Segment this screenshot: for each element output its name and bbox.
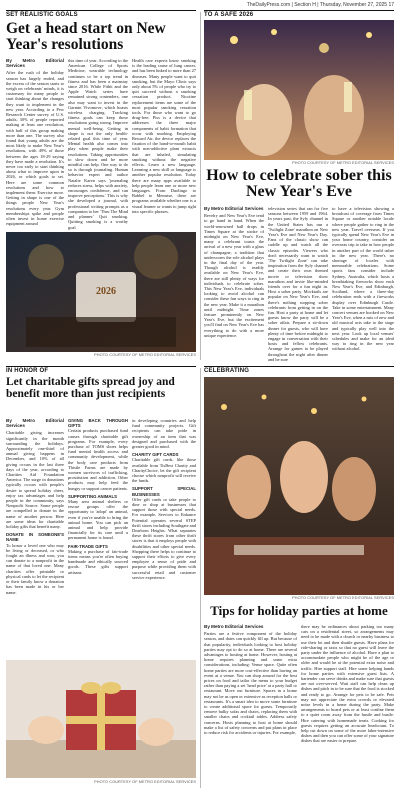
parties-body-1: Parties are a festive component of the holiday season, and dates can quickly fill up. But because of that popularity, individuals looking to host holiday parties may opt to do so at home. There are several advantages to hosting at home. However, hosting at home requires planning and some extra considerations, including: Venue space. Quite often home parties are more cost-effective than having an event at a venue. You can shop around for the best prices on food and tailor the menu to your budget rather than paying a set 'head price' at a party hall or restaurant. Move out furniture. Spaces in a home may not be as open or extensive as reception halls or restaurants. It's a smart idea to move some furniture to create additional space for guests. Temporarily remove bulky sofas and chairs, replacing them with smaller chairs and cocktail tables. Address safety concerns. Hosts planning to host at home should make a list of safety concerns and put plans in place to reduce risk for accidents or injuries. For example, bbox=[204, 631, 297, 736]
celebrate-headline: How to celebrate sober this New Year's Eve bbox=[206, 167, 392, 201]
celebrate-column-2: television series that ran for five seasons between 1959 and 1964. In years past, the Syfy channel in the United States has run a 'Twilight Zone' marathon on New Year's Eve and New Year's Day. Fans of the classic show can cuddle up and watch all the classic episodes. Viewers who don't necessarily want to watch 'The Twilight Zone' can take inspiration from the Syfy channel and create their own themed movie or television show marathon and invite like-minded friends over for a fun night in. Host a sober party. Mocktails are popular on New Year's Eve, and there's nothing stopping sober celebrants from getting in on the fun. Host a party at home and let guests know the party will be a sober affair. Prepare a sit-down dinner for guests, who will have plenty of time before midnight to engage in conversation with their hosts and fellow celebrants. Arrange for games to be played throughout the night after dinner and be sure bbox=[268, 206, 328, 362]
column-divider bbox=[200, 368, 201, 788]
parties-column-1 bbox=[204, 624, 297, 787]
resolutions-headline: Get a head start on New Year's resolutions bbox=[6, 20, 166, 53]
charity-body-1b: To honor a loved one who may be living or deceased, or who fought an illness and won, you can donate to a nonprofit in the name of that loved one. Many charities offer printable or physical cards to let the recipient or their family know a donation has been made in his or her name. bbox=[6, 542, 64, 595]
charity-body-3b: Charitable gift cards, like those available from TisBest Charity and CharityChoice, let the gift recipient choose which nonprofit will receive the funds. bbox=[132, 457, 196, 484]
charity-body-3c: Offer gift cards or take people to dine or shop at businesses that support those with special needs. For example, Services to Enhance Potential operates several STEP thrift stores including Southgate and Dearborn Heights. What separates these thrift stores from other thrift stores is that it employs people with disabilities and other special needs. Shopping there helps to continue to support their efforts to give every employee a sense of pride and purpose while providing them with successful retail and customer service experience. bbox=[132, 496, 196, 580]
new-year-photo bbox=[6, 232, 196, 352]
party-photo bbox=[204, 377, 394, 595]
charity-body-2: Certain products purchased fund causes through charitable gift programs. For example, every purchase of TOMS shoes helps fund mental health access and community development, while the body care products from Thistle Farms are made by women survivors of trafficking, prostitution and addiction. Other products may help feed the hungry or support cancer patients. bbox=[68, 428, 128, 491]
celebrate-byline: By Metro Editorial Services bbox=[204, 206, 264, 211]
charity-body-1: Charitable giving increases significantly in the month surrounding the holidays. Approximately one-third of annual giving happens in December, and 10% of all giving occurs in the last three days of the year, according to Charities Aid Foundation America. The surge in donations typically occurs with people's desire to spread holiday cheer, enjoy tax advantages and help people in the community, says Nonprofit Source. Some people are compelled to donate in the name of another person. Here are some ideas for charitable holiday gifts that benefit many. bbox=[6, 430, 64, 530]
charity-column-2 bbox=[68, 418, 128, 658]
celebration-photo bbox=[204, 20, 394, 160]
charity-body-3: in developing countries and help fund community projects. Gift recipients can take pride in ownership of an item that was designed and purchased with the greater good in mind. bbox=[132, 418, 196, 450]
charity-photo-credit: PHOTO COURTESY OF METRO EDITORIAL SERVICES bbox=[94, 780, 196, 784]
resolutions-kicker: SET REALISTIC GOALS bbox=[6, 12, 78, 18]
celebrate-column-3: to have a television showing a broadcast of coverage from Times Square or another notable locale where people gather to ring in the new year. Travel overseas. If you typically spend New Year's Eve in your home country, consider an overseas trip to take in how people in another part of the world usher in the new year. There's no shortage of locales with memorable celebrations. Some sports fans consider include Sydney, Australia, which hosts a breathtaking fireworks show each New Year's Eve, and Edinburgh, Scotland, where a three-day celebration ends with a fireworks display over Edinburgh Castle. Take in some entertainment. Many concert venues are booked on New Year's Eve, when a mix of new and old musical acts take to the stage and typically play well into the next year. Look up local venues' schedules and make for an ideal way to ring in the new year without alcohol. bbox=[332, 206, 394, 352]
gift-photo bbox=[6, 660, 196, 778]
parties-headline: Tips for holiday parties at home bbox=[210, 603, 388, 618]
charity-subhead-gifts: GIVING BACK THROUGH GIFTS bbox=[68, 418, 128, 429]
svg-text:2026: 2026 bbox=[96, 286, 116, 297]
charity-subhead-business: SUPPORT SPECIAL BUSINESSES bbox=[132, 486, 196, 497]
charity-subhead-animals: SUPPORTING ANIMALS bbox=[68, 493, 118, 499]
resolutions-photo-credit: PHOTO COURTESY OF METRO EDITORIAL SERVICES bbox=[94, 353, 196, 357]
charity-subhead-giftcards: CHARITY GIFT CARDS bbox=[132, 452, 179, 458]
resolutions-byline: By Metro Editorial Services bbox=[6, 58, 64, 69]
resolutions-column-2: this time of year. According to the American College of Sports Medicine, wearable technology continues to be a top trend in fitness and has been a mainstay since 2016. While Fitbit and the Apple Watch series have remained strong contenders, one also may want to invest in the Garmin Vivomove, which boasts wireless charging. Tracking fitness goals can keep those resolutions going strong. Improve mental well-being. Getting in shape is not the only health-related goal this time of year. Mental health also comes into play when people make their resolutions. Taking opportunities to slow down and be more mindful can help. One way to do so is through journaling. Human behavior expert and author Natalie Karen says 'journaling reduces stress, helps with anxiety, encourages confidence, and can improve perceptions.' This is why she developed a journal, with professional writing prompts as a companion to her 'Thru The Mind and planner.' Quit smoking. Quitting smoking is a worthy goal. bbox=[68, 58, 128, 230]
charity-column-1 bbox=[6, 418, 64, 658]
charity-column-3 bbox=[132, 418, 196, 658]
celebrate-column-1 bbox=[204, 206, 264, 358]
charity-kicker: IN HONOR OF bbox=[6, 368, 49, 374]
resolutions-column-1 bbox=[6, 58, 64, 230]
page-folio: TheDailyPress.com | Section H | Thursday, November 27, 2025 17 bbox=[246, 2, 394, 8]
charity-subhead-fairtrade: FAIR-TRADE GIFTS bbox=[68, 543, 108, 549]
charity-body-2b: Many area animal shelters or rescue groups offer the opportunity to 'adopt' an animal, even if you're unable to bring the animal home. You can pick an animal and help provide financially for its care until a permanent home is found. bbox=[68, 499, 128, 541]
column-divider bbox=[200, 12, 201, 360]
parties-column-2: there may be ordinances about parking too many cars on a residential street, so arrangements may need to be made with a church or nearby business to use their lot and then shuttle guests. Have plans for ride-sharing or taxis so that no guest will leave the party under the influence of alcohol. Have a plan to accommodate people who might be of the age or older and would be at the potential extra noise and traffic. Hire support staff. Hire some helping hands for home parties with extensive guest lists. A bartender can serve drinks and make sure that guests are not over-served. Wait staff can help clean up dishes and pitch in to be sure that the food is stocked and ready to go. Arrange for pets to be safe. Pets may not appreciate the extra crowds or elevated noise levels in a home during the party. Make arrangements to board pets or at least confine them to a quiet room away from the hustle and bustle. Hire catering with homemade treats. Cooking for guests requires getting an accurate headcount. To help cut down on some of the more labor-intensive dishes and then you can offer some of your signature dishes that are easier to prepare. bbox=[301, 624, 394, 744]
section-rule bbox=[204, 366, 394, 367]
charity-body-2c: Making a purchase of fair-trade items means you're often buying handmade and ethically sourced goods. These gifts support artisans bbox=[68, 548, 128, 575]
resolutions-body-1: After the rush of the holiday season has largely ended, and the excess of the season starts to weigh on celebrants' minds, it is customary for many people to start thinking about the changes they want to implement in the new year. According to a Pew Research Center survey of U.S. adults, 30% of people reported making at least one resolution, with half of this group making more than one. The survey also found that young adults are the most likely to make New Year's resolutions, with 49% of those between the ages 18-29 saying they have made a resolution. It's never too early to start thinking about what to improve upon in 2026, or which goals to set. Here are some common resolutions and how to implement them: Exercise more. Getting in shape is one of the things people New Year's resolutions every year. Gym memberships spike and people often invest in home exercise equipment around bbox=[6, 70, 64, 227]
section-rule bbox=[6, 10, 196, 11]
parties-photo-credit: PHOTO COURTESY OF METRO EDITORIAL SERVICES bbox=[292, 596, 394, 600]
parties-kicker: CELEBRATING bbox=[204, 368, 250, 374]
celebrate-body-1: Revelry and New Year's Eve tend to go hand in hand. When the world-renowned ball drops in Times Square at the stroke of midnight on New Year's Eve, many a celebrant toasts the arrival of a new year with a glass of champagne, a tradition that underscores the role alcohol plays in the final day of the year. Though alcohol is readily available on New Year's Eve, there are still plenty of ways for individuals to celebrate sober. This New Year's Eve, individuals looking to avoid alcohol can consider these fun ways to ring in the new year. Make it a marathon until midnight. Time zones feature prominently on New Year's Eve, but the excitement you'll find on New Year's Eve has everything to do with a more unique experience. bbox=[204, 213, 264, 338]
resolutions-column-3: Health care experts know smoking is the leading cause of lung cancer, and has been linked to more than 27 diseases. Many people want to quit smoking, but the Mayo Clinic says only about 5% of people who try to quit succeed without a smoking cessation product. Nicotine replacement items are some of the most popular smoking cessation tools. For those who want to go drug-free, Piss is a device that addresses the three major components of habit formation that occur with smoking. Employing Reward Air, the device replaces the fixation of the hand-to-mouth habit with non-addictive plant extracts that are inhaled, simulating smoking without the negative effects. Learn a new language. Learning a new skill or language is another popular resolution. Today there are many apps available to help people learn one or more new languages. From Duolingo to Babbel to Memrise, there are programs available whether one is a visual learner or wants to jump right into specific phrases. bbox=[132, 58, 196, 214]
celebrate-kicker: TO A SAFE 2026 bbox=[204, 12, 254, 18]
charity-byline: By Metro Editorial Services bbox=[6, 418, 64, 429]
section-rule bbox=[204, 10, 394, 11]
charity-subhead-donate: DONATE IN SOMEONE'S NAME bbox=[6, 532, 64, 543]
charity-headline: Let charitable gifts spread joy and benefit more than just recipients bbox=[6, 376, 175, 400]
section-rule bbox=[6, 366, 196, 367]
parties-byline: By Metro Editorial Services bbox=[204, 624, 264, 629]
celebrate-photo-credit: PHOTO COURTESY OF METRO EDITORIAL SERVICES bbox=[292, 161, 394, 165]
